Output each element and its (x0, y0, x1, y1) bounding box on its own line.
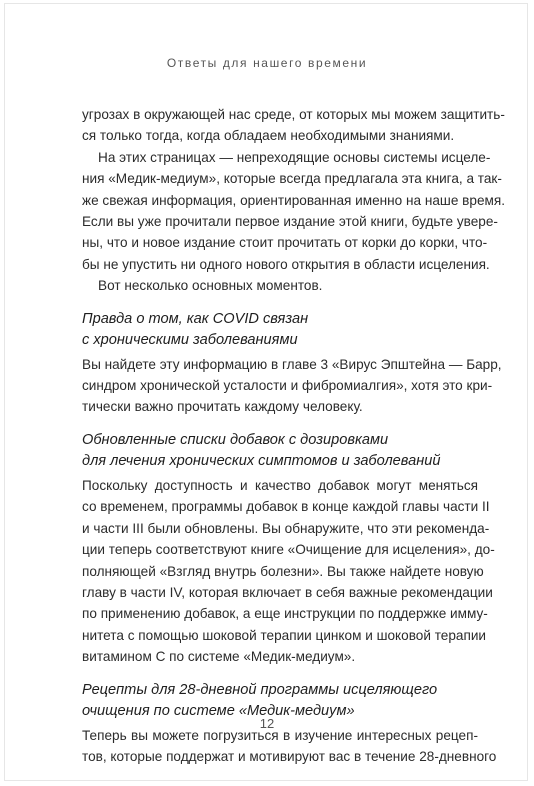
text-line: бы не упустить ни одного нового открытия в области исцеления. (82, 256, 490, 272)
text-line: и части III были обновлены. Вы обнаружите, что эти рекоменда- (82, 520, 490, 536)
text-line: синдром хронической усталости и фибромиалгия», хотя это кри- (82, 378, 493, 394)
text-line: Вот несколько основных моментов. (98, 278, 323, 294)
page-number: 12 (259, 716, 275, 731)
text-line: нитета с помощью шоковой терапии цинком и шоковой терапии (82, 627, 487, 643)
section-heading: Рецепты для 28-дневной программы исцеляющего (82, 681, 438, 698)
section-supplements (82, 430, 495, 668)
section-heading: Обновленные списки добавок с дозировками (82, 431, 389, 448)
section-heading: с хроническими заболеваниями (82, 331, 298, 348)
text-line: ны, что и новое издание стоит прочитать от корки до корки, что- (82, 235, 488, 251)
paragraph-intro (82, 147, 505, 275)
page-content (82, 104, 505, 767)
text-line: угрозах в окружающей нас среде, от которых мы можем защитить- (82, 107, 505, 122)
text-line: тически важно прочитать каждому человеку. (82, 399, 363, 415)
text-line: Вы найдете эту информацию в главе 3 «Вирус Эпштейна — Барр, (82, 356, 502, 372)
text-line: Поскольку доступность и качество добавок могут меняться (82, 477, 478, 493)
section-heading: Правда о том, как COVID связан (82, 310, 309, 327)
text-line: витамином С по системе «Медик-медиум». (82, 649, 356, 665)
text-line: ся только тогда, когда обладаем необходимыми знаниями. (82, 128, 455, 144)
text-line: Если вы уже прочитали первое издание этой книги, будьте уверe- (82, 214, 498, 230)
section-heading: очищения по системе «Медик-медиум» (82, 702, 355, 719)
section-covid (82, 309, 502, 418)
section-heading: для лечения хронических симптомов и заболеваний (82, 452, 441, 469)
text-line: полняющей «Взгляд внутрь болезни». Вы также найдете новую (82, 563, 484, 579)
running-header: Ответы для нашего времени (166, 56, 368, 70)
text-line: со временем, программы добавок в конце каждой главы части II (82, 499, 490, 515)
text-line: На этих страницах — непреходящие основы системы исцеле- (98, 149, 491, 165)
text-line: же свежая информация, ориентированная именно на наше время. (82, 192, 505, 208)
text-line: по применению добавок, а еще инструкции по поддержке имму- (82, 606, 488, 622)
text-line: главу в части IV, которая включает в себя важные рекомендации (82, 584, 493, 600)
paragraph-continuation (82, 104, 505, 147)
text-line: Теперь вы можете погрузиться в изучение интересных рецеп- (82, 727, 478, 743)
paragraph-lead-in (82, 275, 478, 296)
text-line: ния «Медик-медиум», которые всегда предлагала эта книга, а так- (82, 171, 502, 187)
text-line: ции теперь соответствуют книге «Очищение для исцеления», до- (82, 542, 495, 558)
text-line: тов, которые поддержат и мотивируют вас в течение 28-дневного (82, 748, 497, 764)
